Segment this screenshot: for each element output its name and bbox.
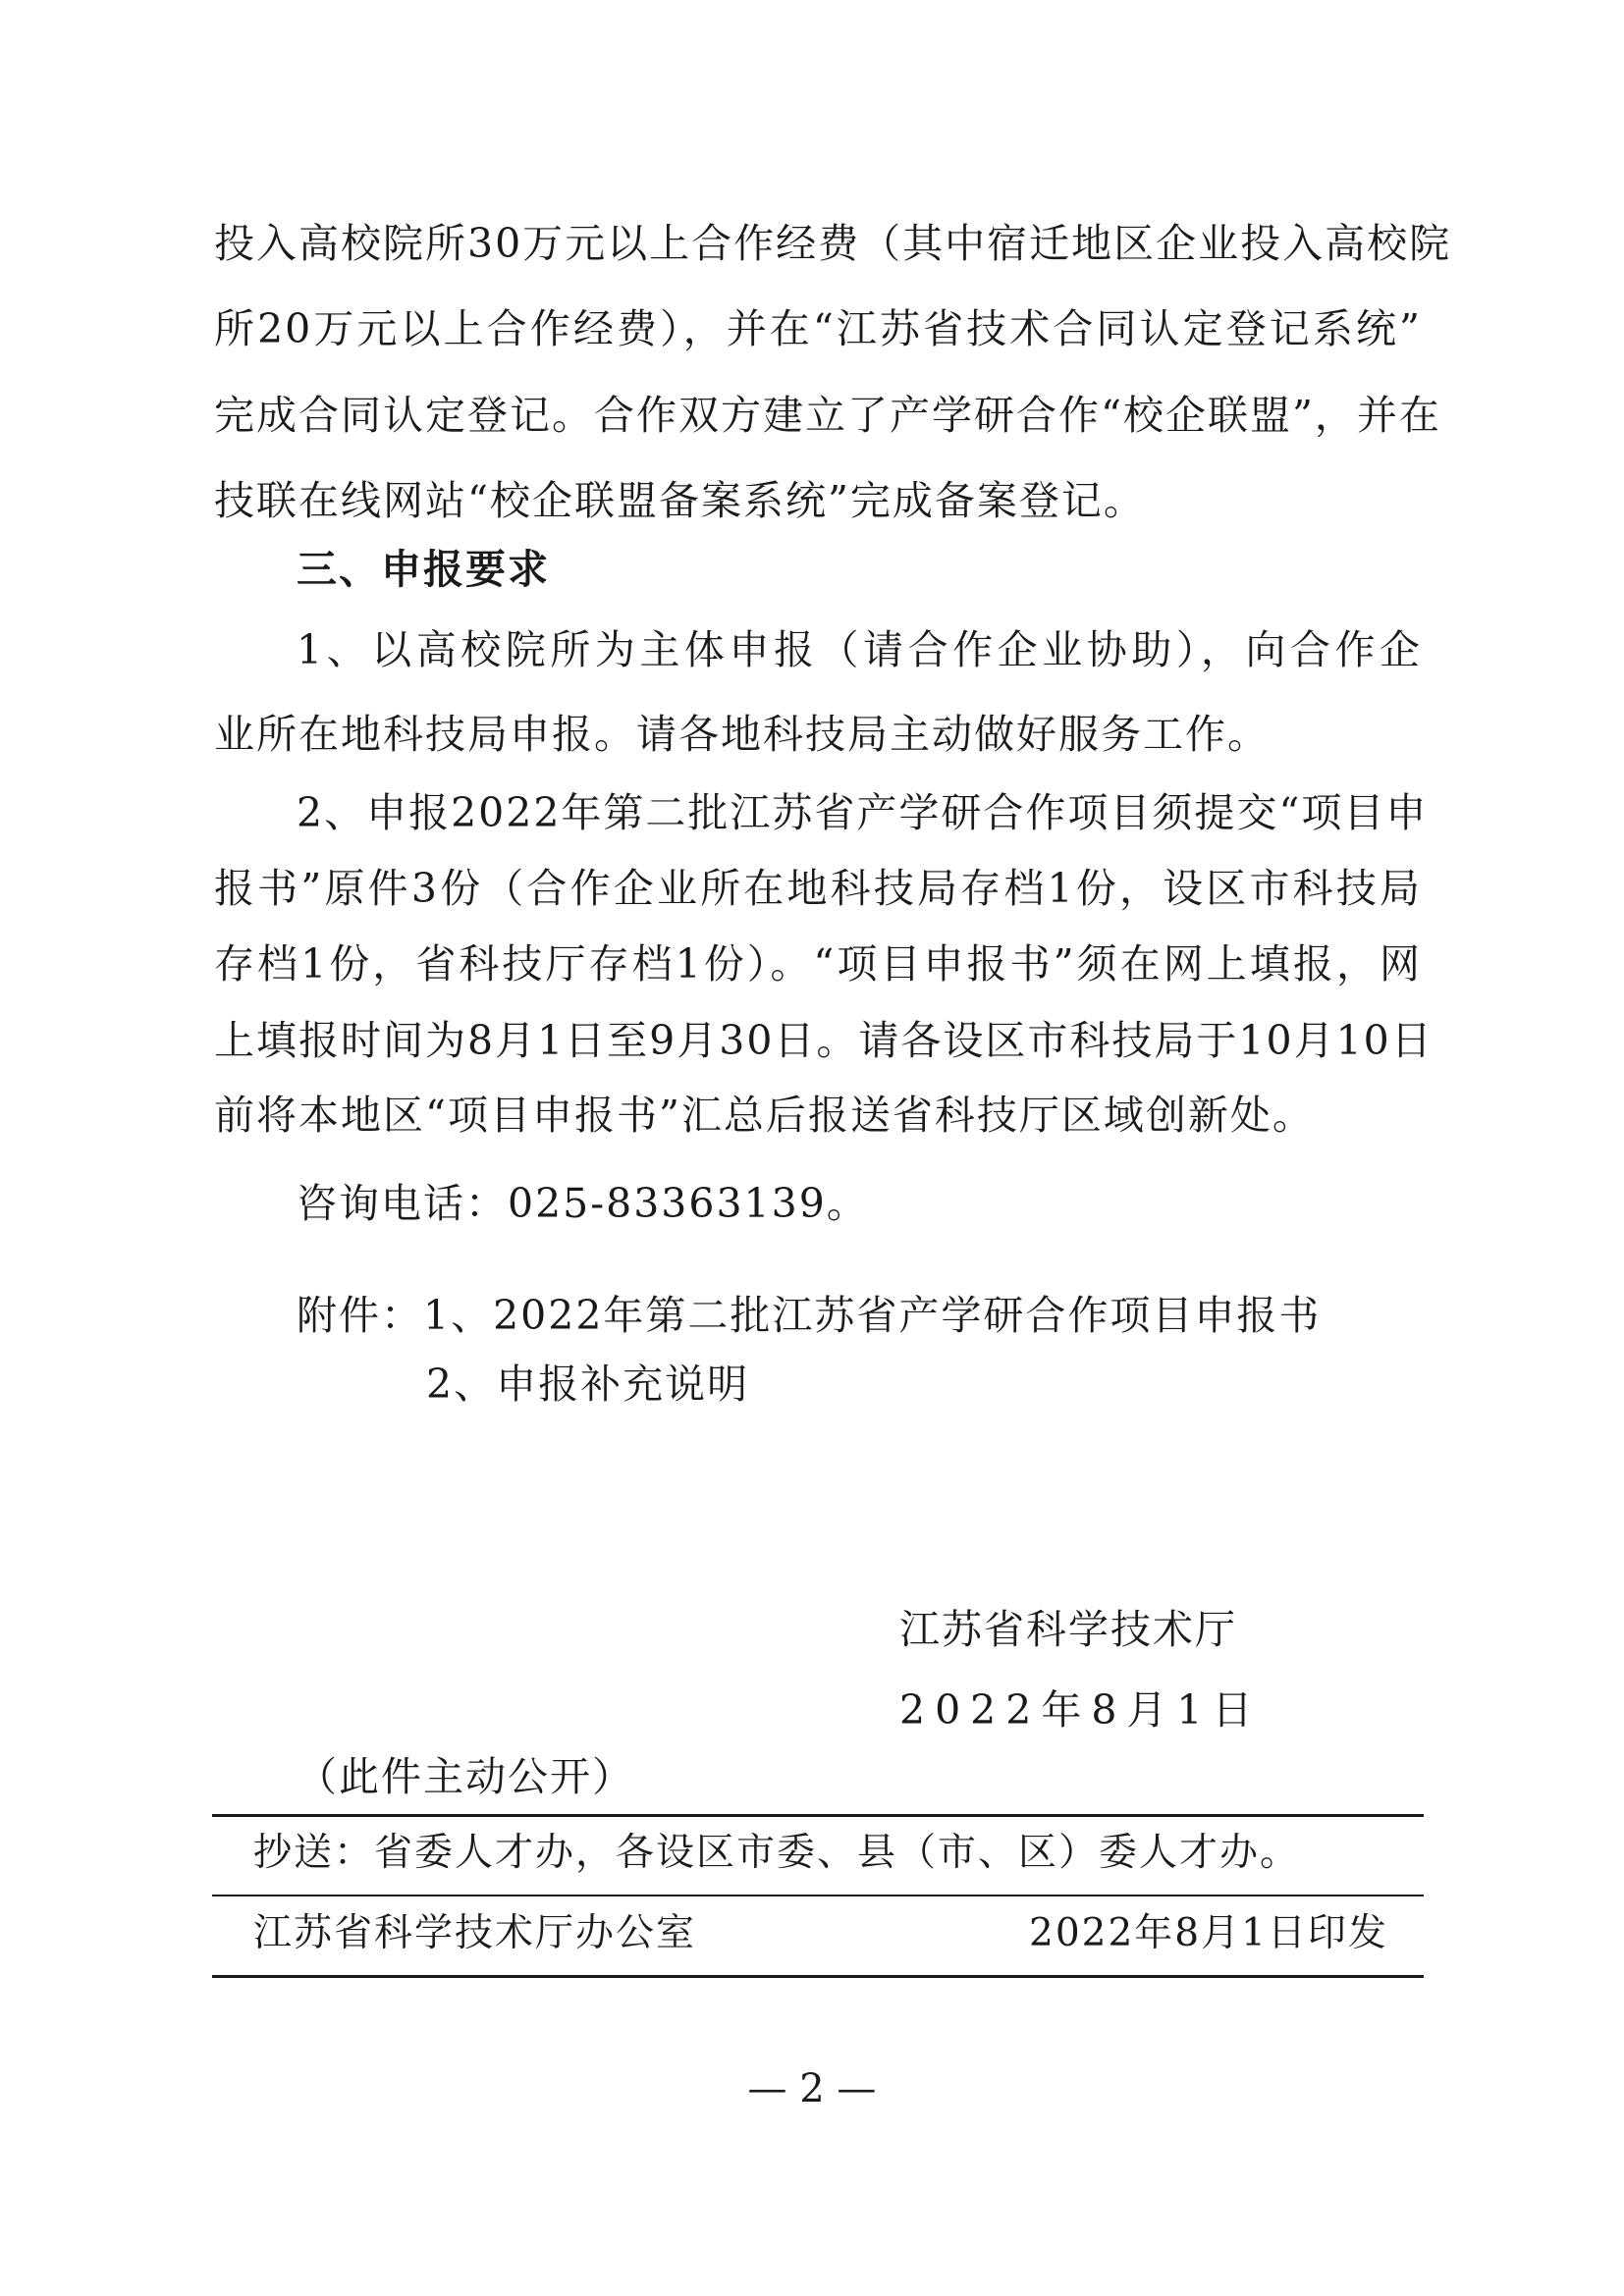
attachment-1: 附件：1、2022年第二批江苏省产学研合作项目申报书 <box>297 1292 1322 1339</box>
text-line: 完成合同认定登记。合作双方建立了产学研合作“校企联盟”，并在 <box>214 392 1441 439</box>
footer-print-date: 2022年8月1日印发 <box>1029 1911 1388 1955</box>
signature-date: 2022年8月1日 <box>899 1686 1263 1734</box>
text-line: 投入高校院所30万元以上合作经费（其中宿迁地区企业投入高校院 <box>214 220 1452 267</box>
section-heading: 三、申报要求 <box>297 546 550 593</box>
top-rule <box>212 1814 1424 1817</box>
cc-line: 抄送：省委人才办，各设区市委、县（市、区）委人才办。 <box>253 1831 1301 1875</box>
middle-rule <box>212 1895 1424 1896</box>
bottom-rule <box>212 1975 1424 1978</box>
footer-office: 江苏省科学技术厅办公室 <box>253 1911 697 1955</box>
text-line: 1、以高校院所为主体申报（请合作企业协助），向合作企 <box>297 626 1422 673</box>
page-number: — 2 — <box>747 2066 877 2111</box>
text-line: 所20万元以上合作经费），并在“江苏省技术合同认定登记系统” <box>214 305 1422 352</box>
text-line: 技联在线网站“校企联盟备案系统”完成备案登记。 <box>214 477 1146 524</box>
text-line: 业所在地科技局申报。请各地科技局主动做好服务工作。 <box>214 711 1270 758</box>
text-line: 报书”原件3份（合作企业所在地科技局存档1份，设区市科技局 <box>214 865 1422 912</box>
text-line: 存档1份，省科技厅存档1份）。“项目申报书”须在网上填报，网 <box>214 940 1422 988</box>
signature-org: 江苏省科学技术厅 <box>899 1606 1237 1653</box>
consult-phone: 咨询电话：025-83363139。 <box>297 1180 869 1227</box>
text-line: 2、申报2022年第二批江苏省产学研合作项目须提交“项目申 <box>297 789 1429 836</box>
text-line: 前将本地区“项目申报书”汇总后报送省科技厅区域创新处。 <box>214 1092 1315 1139</box>
attachment-2: 2、申报补充说明 <box>426 1361 750 1408</box>
text-line: 上填报时间为8月1日至9月30日。请各设区市科技局于10月10日 <box>214 1017 1434 1064</box>
public-note: （此件主动公开） <box>297 1753 634 1800</box>
